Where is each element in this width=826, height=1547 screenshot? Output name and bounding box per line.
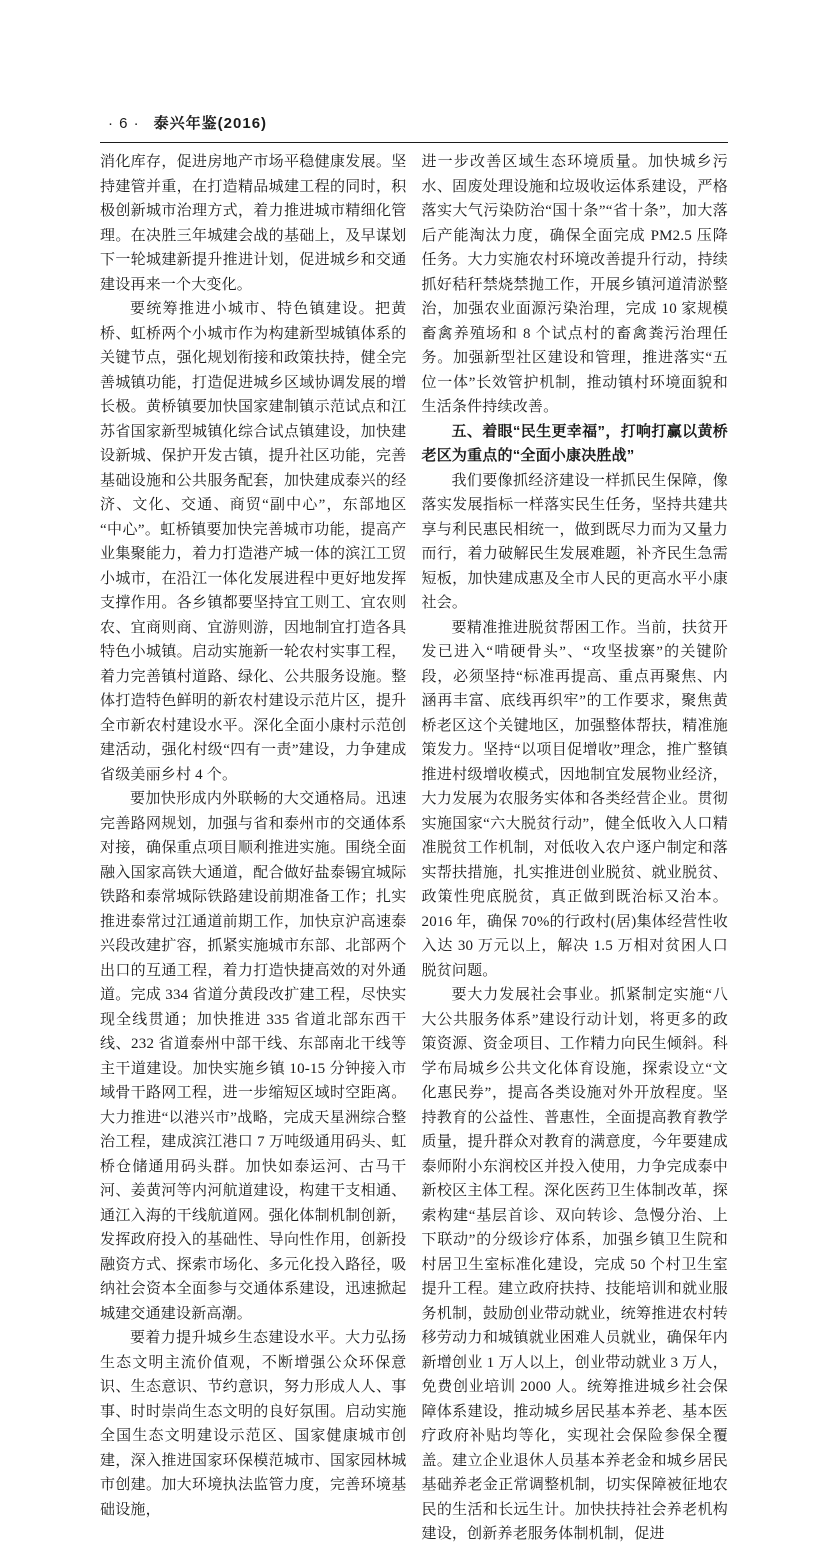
paragraph: 要统筹推进小城市、特色镇建设。把黄桥、虹桥两个小城市作为构建新型城镇体系的关键节点，强化规划衔接和政策扶持，健全完善城镇功能，打造促进城乡区域协调发展的增长极。黄桥镇要加快国家建制镇示范试点和江苏省国家新型城镇化综合试点镇建设，加快建设新城、保护开发古镇，提升社区功能，完善基础设施和公共服务配套，加快建成泰兴的经济、文化、交通、商贸“副中心”，东部地区“中心”。虹桥镇要加快完善城市功能，提高产业集聚能力，着力打造港产城一体的滨江工贸小城市，在沿江一体化发展进程中更好地发挥支撑作用。各乡镇都要坚持宜工则工、宜农则农、宜商则商、宜游则游，因地制宜打造各具特色小城镇。启动实施新一轮农村实事工程，着力完善镇村道路、绿化、公共服务设施。整体打造特色鲜明的新农村建设示范片区，提升全市新农村建设水平。深化全面小康村示范创建活动，强化村级“四有一责”建设，力争建成省级美丽乡村 4 个。 [100, 301, 407, 783]
paragraph: 进一步改善区域生态环境质量。加快城乡污水、固废处理设施和垃圾收运体系建设，严格落实大气污染防治“国十条”“省十条”，加大落后产能淘汰力度，确保全面完成 PM2.5 压降任务。大力实施农村环境改善提升行动，持续抓好秸秆禁烧禁抛工作，开展乡镇河道清淤整治，加强农业面源污染治理，完成 10 家规模畜禽养殖场和 8 个试点村的畜禽粪污治理任务。加强新型社区建设和管理，推进落实“五位一体”长效管护机制，推动镇村环境面貌和生活条件持续改善。 [421, 154, 728, 415]
paragraph: 要着力提升城乡生态建设水平。大力弘扬生态文明主流价值观，不断增强公众环保意识、生态意识、节约意识，努力形成人人、事事、时时崇尚生态文明的良好氛围。启动实施全国生态文明建设示范区、国家健康城市创建，深入推进国家环保模范城市、国家园林城市创建。加大环境执法监管力度，完善环境基础设施， [100, 1330, 407, 1518]
paragraph: 消化库存，促进房地产市场平稳健康发展。坚持建管并重，在打造精品城建工程的同时，积极创新城市治理方式，着力推进城市精细化管理。在决胜三年城建会战的基础上，及早谋划下一轮城建新提升推进计划，促进城乡和交通建设再来一个大变化。 [100, 154, 407, 293]
header-divider [100, 142, 728, 143]
paragraph: 我们要像抓经济建设一样抓民生保障，像落实发展指标一样落实民生任务，坚持共建共享与利民惠民相统一，做到既尽力而为又量力而行，着力破解民生发展难题，补齐民生急需短板，加快建成惠及全市人民的更高水平小康社会。 [421, 472, 728, 611]
text-columns [100, 150, 728, 1547]
section-heading: 五、着眼“民生更幸福”，打响打赢以黄桥老区为重点的“全面小康决胜战” [421, 422, 728, 464]
page-number: · 6 · [108, 115, 140, 132]
right-column [422, 150, 729, 1547]
book-title: 泰兴年鉴(2016) [153, 115, 268, 132]
paragraph: 要大力发展社会事业。抓紧制定实施“八大公共服务体系”建设行动计划，将更多的政策资源、资金项目、工作精力向民生倾斜。科学布局城乡公共文化体育设施，探索设立“文化惠民券”，提高各类设施对外开放程度。坚持教育的公益性、普惠性，全面提高教育教学质量，提升群众对教育的满意度，今年要建成泰师附小东润校区并投入使用，力争完成泰中新校区主体工程。深化医药卫生体制改革，探索构建“基层首诊、双向转诊、急慢分治、上下联动”的分级诊疗体系，加强乡镇卫生院和村居卫生室标准化建设，完成 50 个村卫生室提升工程。建立政府扶持、技能培训和就业服务机制，鼓励创业带动就业，统筹推进农村转移劳动力和城镇就业困难人员就业，确保年内新增创业 1 万人以上，创业带动就业 3 万人，免费创业培训 2000 人。统筹推进城乡社会保障体系建设，推动城乡居民基本养老、基本医疗政府补贴均等化，实现社会保险参保全覆盖。建立企业退休人员基本养老金和城乡居民基础养老金正常调整机制，切实保障被征地农民的生活和长远生计。加快扶持社会养老机构建设，创新养老服务体制机制，促进 [421, 987, 728, 1542]
paragraph: 要加快形成内外联畅的大交通格局。迅速完善路网规划，加强与省和泰州市的交通体系对接，确保重点项目顺利推进实施。围绕全面融入国家高铁大通道，配合做好盐泰锡宜城际铁路和泰常城际铁路建设前期准备工作；扎实推进泰常过江通道前期工作，加快京沪高速泰兴段改建扩容，抓紧实施城市东部、北部两个出口的互通工程，着力打造快捷高效的对外通道。完成 334 省道分黄段改扩建工程，尽快实现全线贯通；加快推进 335 省道北部东西干线、232 省道泰州中部干线、东部南北干线等主干道建设。加快实施乡镇 10-15 分钟接入市域骨干路网工程，进一步缩短区域时空距离。大力推进“以港兴市”战略，完成天星洲综合整治工程，建成滨江港口 7 万吨级通用码头、虹桥仓储通用码头群。加快如泰运河、古马干河、姜黄河等内河航道建设，构建干支相通、通江入海的干线航道网。强化体制机制创新，发挥政府投入的基础性、导向性作用，创新投融资方式、探索市场化、多元化投入路径，吸纳社会资本全面参与交通体系建设，迅速掀起城建交通建设新高潮。 [100, 791, 407, 1322]
paragraph: 要精准推进脱贫帮困工作。当前，扶贫开发已进入“啃硬骨头”、“攻坚拔寨”的关键阶段，必须坚持“标准再提高、重点再聚焦、内涵再丰富、底线再织牢”的工作要求，聚焦黄桥老区这个关键地区，加强整体帮扶，精准施策发力。坚持“以项目促增收”理念，推广整镇推进村级增收模式，因地制宜发展物业经济，大力发展为农服务实体和各类经营企业。贯彻实施国家“六大脱贫行动”，健全低收入人口精准脱贫工作机制，对低收入农户逐户制定和落实帮扶措施，扎实推进创业脱贫、就业脱贫、政策性兜底脱贫，真正做到既治标又治本。2016 年，确保 70%的行政村(居)集体经营性收入达 30 万元以上，解决 1.5 万相对贫困人口脱贫问题。 [421, 619, 728, 979]
left-column [100, 150, 407, 1547]
running-head [100, 112, 728, 133]
